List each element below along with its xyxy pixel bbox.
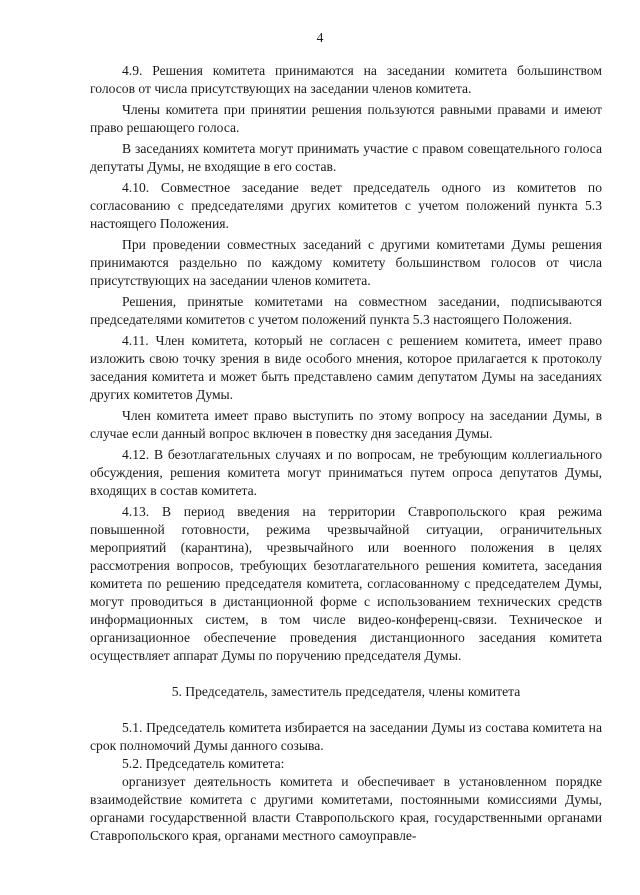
paragraph-4-12: 4.12. В безотлагательных случаях и по вопросам, не требующим коллегиального обсуждения, решения комитета могут приниматься путем опроса депутатов Думы, входящих в состав комитета. <box>90 447 602 498</box>
paragraph-advisory-vote: В заседаниях комитета могут принимать участие с правом совещательного голоса депутаты Думы, не входящие в его состав. <box>90 141 602 174</box>
paragraph-4-11: 4.11. Член комитета, который не согласен с решением комитета, имеет право изложить свою точку зрения в виде особого мнения, которое прилагается к протоколу заседания комитета и может быть представлено самим депутатом Думы на заседаниях других комитетов Думы. <box>90 333 602 402</box>
page-number: 4 <box>316 30 324 45</box>
paragraph-4-9: 4.9. Решения комитета принимаются на заседании комитета большинством голосов от числа присутствующих на заседании членов комитета. <box>90 63 602 96</box>
paragraph-5-1: 5.1. Председатель комитета избирается на заседании Думы из состава комитета на срок полномочий Думы данного созыва. <box>90 720 602 753</box>
paragraph-joint-decisions: При проведении совместных заседаний с другими комитетами Думы решения принимаются раздельно по каждому комитету большинством голосов от числа присутствующих на заседании членов комитета. <box>90 237 602 288</box>
paragraph-chair-duties: организует деятельность комитета и обеспечивает в установленном порядке взаимодействие комитета с другими комитетами, постоянными комиссиями Думы, органами государственной власти Ставропольского края, государственными органами Ставропольского края, органами местного самоуправле- <box>90 774 602 843</box>
document-body <box>90 62 602 845</box>
paragraph-4-13: 4.13. В период введения на территории Ставропольского края режима повышенной готовности, режима чрезвычайной ситуации, ограничительных мероприятий (карантина), чрезвычайного или военного положения в целях рассмотрения вопросов, требующих безотлагательного решения комитета, заседания комитета по решению председателя комитета, согласованному с председателем Думы, могут проводиться в дистанционной форме с использованием технических средств информационных систем, в том числе видео-конференц-связи. Техническое и организационное обеспечение проведения дистанционного заседания комитета осуществляет аппарат Думы по поручению председателя Думы. <box>90 504 602 663</box>
paragraph-joint-signing: Решения, принятые комитетами на совместном заседании, подписываются председателями комитетов с учетом положений пункта 5.3 настоящего Положения. <box>90 294 602 327</box>
paragraph-equal-rights: Члены комитета при принятии решения пользуются равными правами и имеют право решающего голоса. <box>90 102 602 135</box>
paragraph-speak-right: Член комитета имеет право выступить по этому вопросу на заседании Думы, в случае если данный вопрос включен в повестку дня заседания Думы. <box>90 408 602 441</box>
section-heading: 5. Председатель, заместитель председателя, члены комитета <box>171 684 521 699</box>
paragraph-4-10: 4.10. Совместное заседание ведет председатель одного из комитетов по согласованию с председателями других комитетов с учетом положений пункта 5.3 настоящего Положения. <box>90 180 602 231</box>
paragraph-5-2: 5.2. Председатель комитета: <box>122 756 285 771</box>
